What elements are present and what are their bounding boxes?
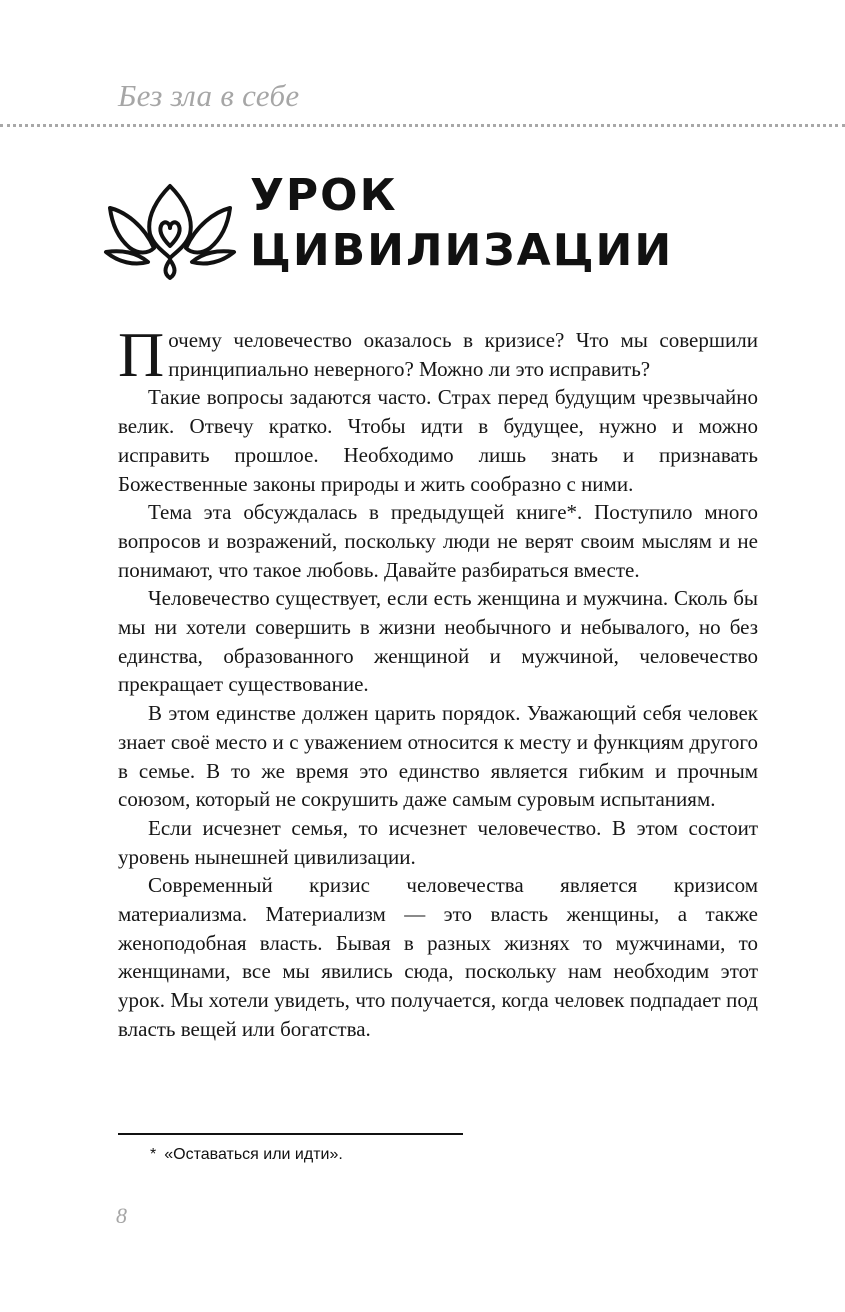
paragraph-6: Если исчезнет семья, то исчезнет человечество. В этом состоит уровень нынешней цивилизации.: [118, 815, 758, 869]
footnote: [150, 1146, 343, 1164]
paragraph-3: Тема эта обсуждалась в предыдущей книге*. Поступило много вопросов и возражений, поскольку люди не верят своим мыслям и не понимают, что такое любовь. Давайте разбираться вместе.: [118, 500, 758, 582]
running-head: Без зла в себе: [118, 78, 300, 113]
footnote-text: «Оставаться или идти».: [164, 1146, 343, 1163]
page-number: 8: [116, 1203, 127, 1228]
footnote-mark: *: [150, 1146, 157, 1163]
chapter-heading: [100, 168, 800, 288]
paragraph-1-text: очему человечество оказалось в кризисе? Что мы совершили принципиально неверного? Можно ли это исправить?: [168, 328, 758, 381]
chapter-title-line-2: ЦИВИЛИЗАЦИИ: [250, 225, 674, 276]
paragraph-1: [118, 319, 758, 390]
chapter-title-line-1: УРОК: [250, 170, 398, 221]
lotus-icon: [100, 182, 240, 282]
header-divider: [0, 124, 845, 127]
paragraph-7: Современный кризис человечества является кризисом материализма. Материализм — это власть женщины, а также женоподобная власть. Бывая в разных жизнях то мужчинами, то женщинами, все мы явились сюда, поскольку нам необходим этот урок. Мы хотели увидеть, что получается, когда человек подпадает под власть вещей или богатства.: [118, 873, 758, 1041]
body-text: [118, 319, 758, 1044]
chapter-title: [250, 168, 673, 278]
drop-cap: П: [118, 319, 165, 390]
paragraph-5: В этом единстве должен царить порядок. Уважающий себя человек знает своё место и с уважением относится к месту и функциям другого в семье. В то же время это единство является гибким и прочным союзом, который не сокрушить даже самым суровым испытаниям.: [118, 701, 758, 812]
paragraph-2: Такие вопросы задаются часто. Страх перед будущим чрезвычайно велик. Отвечу кратко. Чтобы идти в будущее, нужно и можно исправить прошлое. Необходимо лишь знать и признавать Божественные законы природы и жить сообразно с ними.: [118, 385, 758, 496]
footnote-rule: [118, 1133, 463, 1135]
paragraph-4: Человечество существует, если есть женщина и мужчина. Сколь бы мы ни хотели совершить в жизни необычного и небывалого, но без единства, образованного женщиной и мужчиной, человечество прекращает существование.: [118, 586, 758, 697]
